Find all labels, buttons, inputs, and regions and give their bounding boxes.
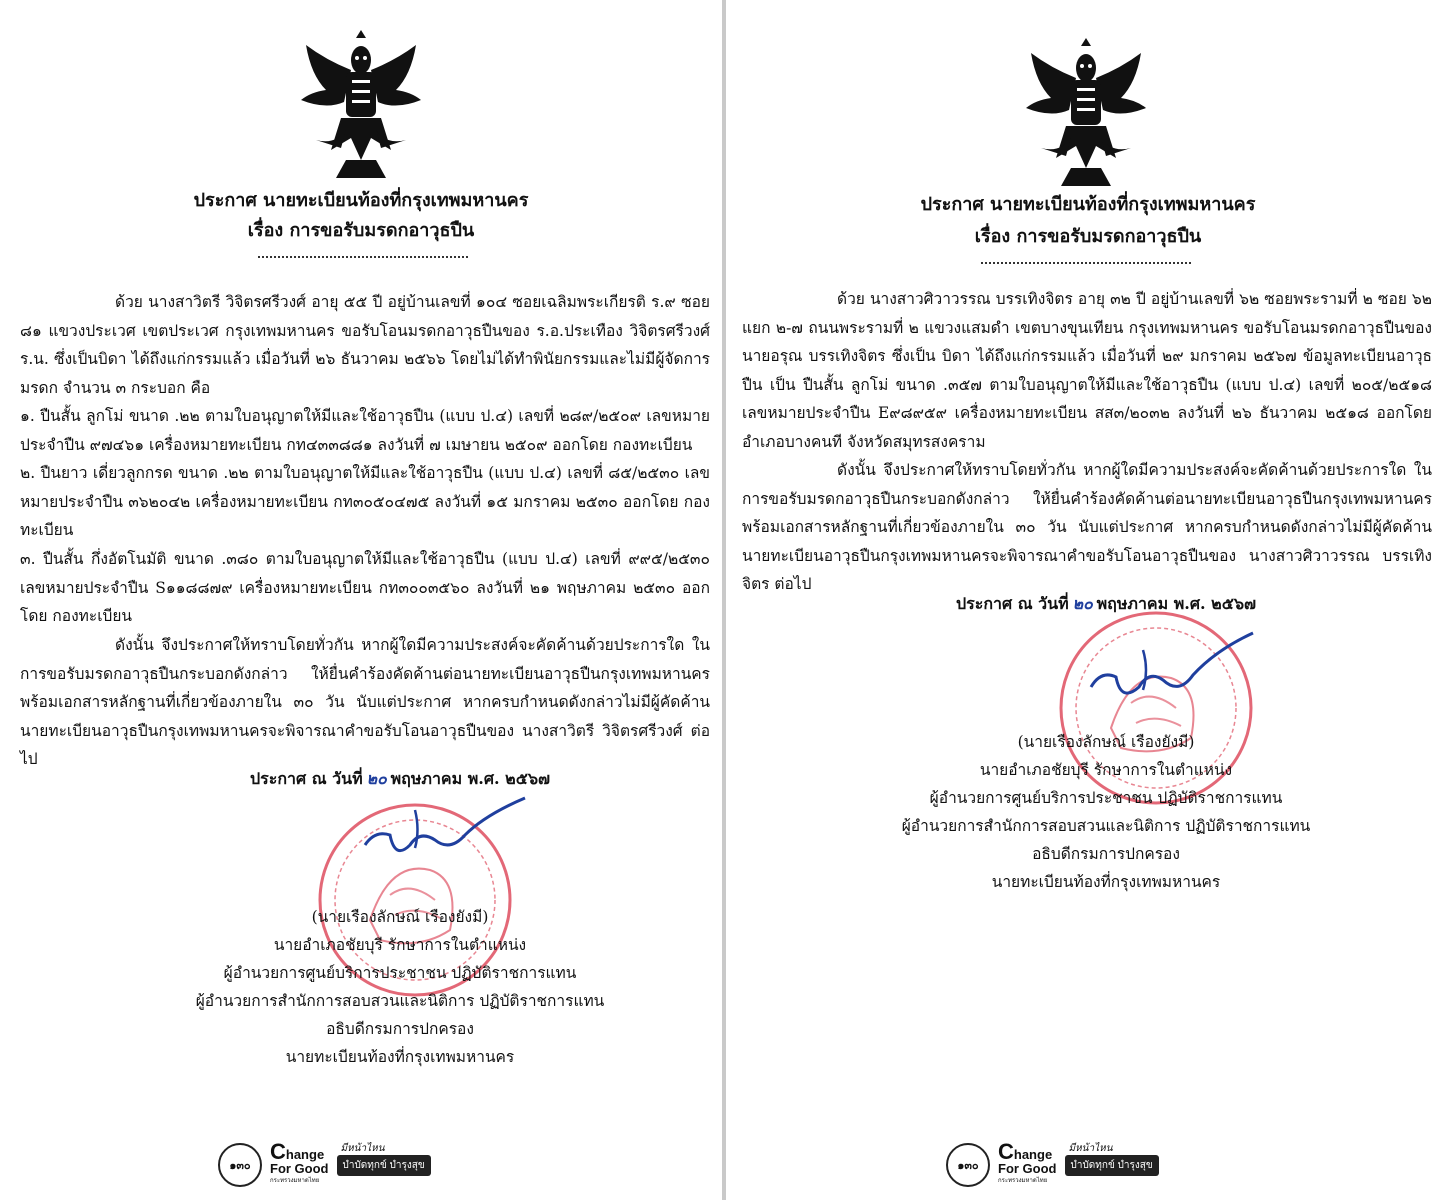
signer-title-4: อธิบดีกรมการปกครอง [1032,845,1180,863]
date-suffix: พฤษภาคม พ.ศ. ๒๕๖๗ [390,769,550,788]
title-divider [981,262,1191,264]
c-letter-icon: C [998,1139,1014,1164]
date-suffix: พฤษภาคม พ.ศ. ๒๕๖๗ [1096,594,1256,613]
intro-paragraph [20,288,710,402]
handwritten-day: ๒๐ [1072,594,1093,613]
title-divider [258,256,468,258]
announcement-title: ประกาศ นายทะเบียนท้องที่กรุงเทพมหานคร [193,190,529,211]
objection-notice-text: ดังนั้น จึงประกาศให้ทราบโดยทั่วกัน หากผู้ใดมีความประสงค์จะคัดค้านด้วยประการใด ในการขอรับมรดกอาวุธปืนกระบอกดังกล่าว ให้ยื่นคำร้องคัดค้านต่อนายทะเบียนอาวุธปืนกรุงเทพมหานคร พร้อมเอกสารหลักฐานที่เกี่ยวข้องภายใน ๓๐ วัน นับแต่ประกาศ หากครบกำหนดดังกล่าวไม่มีผู้คัดค้าน นายทะเบียนอาวุธปืนกรุงเทพมหานครจะพิจารณาคำขอรับโอนอาวุธปืนของ นางสาวศิวาวรรณ บรรเทิงจิตร ต่อไป [742,461,1432,593]
motto-top: มีหน้าไหน [1068,1142,1113,1154]
logo-sub: กระทรวงมหาดไทย [998,1178,1048,1184]
firearm-item-1 [20,402,710,459]
motto-logo [1065,1142,1159,1176]
firearm-item-3 [20,545,710,631]
footer-logos [946,1140,1159,1190]
motto-logo [337,1142,431,1176]
signer-title-2: ผู้อำนวยการศูนย์บริการประชาชน ปฏิบัติราชการแทน [929,789,1283,807]
objection-notice-text: ดังนั้น จึงประกาศให้ทราบโดยทั่วกัน หากผู้ใดมีความประสงค์จะคัดค้านด้วยประการใด ในการขอรับมรดกอาวุธปืนกระบอกดังกล่าว ให้ยื่นคำร้องคัดค้านต่อนายทะเบียนอาวุธปืนกรุงเทพมหานคร พร้อมเอกสารหลักฐานที่เกี่ยวข้องภายใน ๓๐ วัน นับแต่ประกาศ หากครบกำหนดดังกล่าวไม่มีผู้คัดค้าน นายทะเบียนอาวุธปืนกรุงเทพมหานครจะพิจารณาคำขอรับโอนอาวุธปืนของ นางสาวิตรี วิจิตรศรีวงศ์ ต่อไป [20,636,710,768]
anniversary-logo-text: ๑๓๐ [957,1159,979,1172]
firearm-item-2-text: ๒. ปืนยาว เดี่ยวลูกกรด ขนาด .๒๒ ตามใบอนุญาตให้มีและใช้อาวุธปืน (แบบ ป.๔) เลขที่ ๘๕/๒๕๓๐ เลขหมายประจำปืน ๓๖๒๐๔๒ เครื่องหมายทะเบียน กท๓๐๕๐๔๗๕ ลงวันที่ ๑๕ มกราคม ๒๕๓๐ ออกโดย กองทะเบียน [20,464,710,539]
announcement-title: ประกาศ นายทะเบียนท้องที่กรุงเทพมหานคร [920,194,1256,215]
logo-line2: For Good [998,1161,1057,1176]
handwritten-signature [1081,625,1261,715]
firearm-item-3-text: ๓. ปืนสั้น กึ่งอัตโนมัติ ขนาด .๓๘๐ ตามใบอนุญาตให้มีและใช้อาวุธปืน (แบบ ป.๔) เลขที่ ๙๙๕/๒๕๓๐ เลขหมายประจำปืน S๑๑๘๘๗๙ เครื่องหมายทะเบียน กท๓๐๐๓๕๖๐ ลงวันที่ ๒๑ พฤษภาคม ๒๕๓๐ ออกโดย กองทะเบียน [20,550,710,625]
announcement-subject: เรื่อง การขอรับมรดกอาวุธปืน [247,220,475,241]
objection-notice [742,456,1432,599]
signer-title-4: อธิบดีกรมการปกครอง [326,1020,474,1038]
intro-text: ด้วย นางสาวศิวาวรรณ บรรเทิงจิตร อายุ ๓๒ ปี อยู่บ้านเลขที่ ๖๒ ซอยพระรามที่ ๒ ซอย ๖๒ แยก ๒-๗ ถนนพระรามที่ ๒ แขวงแสมดำ เขตบางขุนเทียน กรุงเทพมหานคร ขอรับโอนมรดกอาวุธปืนของ นายอรุณ บรรเทิงจิตร ซึ่งเป็น บิดา ได้ถึงแก่กรรมแล้ว เมื่อวันที่ ๒๙ มกราคม ๒๕๖๗ ข้อมูลทะเบียนอาวุธปืน เป็น ปืนสั้น ลูกโม่ ขนาด .๓๕๗ ตามใบอนุญาตให้มีและใช้อาวุธปืน (แบบ ป.๔) เลขที่ ๒๐๕/๒๕๑๘ เลขหมายประจำปืน E๙๘๙๕๙ เครื่องหมายทะเบียน สส๓/๒๐๓๒ ลงวันที่ ๒๖ ธันวาคม ๒๕๑๘ ออกโดย อำเภอบางคนที จังหวัดสมุทรสงคราม [742,290,1432,451]
anniversary-logo-icon [218,1143,262,1187]
logo-sub: กระทรวงมหาดไทย [270,1178,320,1184]
firearm-item-2 [20,459,710,545]
objection-notice [20,631,710,774]
right-announcement-page [726,0,1450,1200]
signer-name: (นายเรืองลักษณ์ เรืองยังมี) [311,908,489,926]
motto-top: มีหน้าไหน [340,1142,385,1154]
motto-text: บำบัดทุกข์ บำรุงสุข [1070,1159,1153,1171]
signer-title-3: ผู้อำนวยการสำนักการสอบสวนและนิติการ ปฏิบัติราชการแทน [195,992,605,1010]
footer-logos [218,1140,431,1190]
signer-title-5: นายทะเบียนท้องที่กรุงเทพมหานคร [991,873,1221,891]
signer-name: (นายเรืองลักษณ์ เรืองยังมี) [1017,733,1195,751]
change-for-good-logo [270,1139,329,1188]
garuda-emblem-icon [296,30,426,180]
motto-text: บำบัดทุกข์ บำรุงสุข [342,1159,425,1171]
c-letter-icon: C [270,1139,286,1164]
intro-paragraph [742,285,1432,456]
handwritten-day: ๒๐ [366,769,387,788]
signer-title-2: ผู้อำนวยการศูนย์บริการประชาชน ปฏิบัติราชการแทน [223,964,577,982]
change-for-good-logo [998,1139,1057,1188]
date-prefix: ประกาศ ณ วันที่ [955,594,1069,613]
signer-title-1: นายอำเภอชัยบุรี รักษาการในตำแหน่ง [979,761,1233,779]
announcement-subject: เรื่อง การขอรับมรดกอาวุธปืน [974,226,1202,247]
firearm-item-1-text: ๑. ปืนสั้น ลูกโม่ ขนาด .๒๒ ตามใบอนุญาตให้มีและใช้อาวุธปืน (แบบ ป.๔) เลขที่ ๒๘๙/๒๕๐๙ เลขหมายประจำปืน ๙๗๔๖๑ เครื่องหมายทะเบียน กท๔๓๓๘๘๑ ลงวันที่ ๗ เมษายน ๒๕๐๙ ออกโดย กองทะเบียน [20,407,710,454]
logo-line1: hange [1013,1147,1053,1162]
left-announcement-page [0,0,722,1200]
signer-title-5: นายทะเบียนท้องที่กรุงเทพมหานคร [285,1048,515,1066]
logo-line1: hange [285,1147,325,1162]
signer-title-1: นายอำเภอชัยบุรี รักษาการในตำแหน่ง [273,936,527,954]
anniversary-logo-icon [946,1143,990,1187]
logo-line2: For Good [270,1161,329,1176]
date-prefix: ประกาศ ณ วันที่ [249,769,363,788]
handwritten-signature [355,790,535,870]
anniversary-logo-text: ๑๓๐ [229,1159,251,1172]
signer-title-3: ผู้อำนวยการสำนักการสอบสวนและนิติการ ปฏิบัติราชการแทน [901,817,1311,835]
intro-text: ด้วย นางสาวิตรี วิจิตรศรีวงศ์ อายุ ๕๕ ปี อยู่บ้านเลขที่ ๑๐๔ ซอยเฉลิมพระเกียรติ ร.๙ ซอย ๘๑ แขวงประเวศ เขตประเวศ กรุงเทพมหานคร ขอรับโอนมรดกอาวุธปืนของ ร.อ.ประเทือง วิจิตรศรีวงศ์ ร.น. ซึ่งเป็นบิดา ได้ถึงแก่กรรมแล้ว เมื่อวันที่ ๒๖ ธันวาคม ๒๕๖๖ โดยไม่ได้ทำพินัยกรรมและไม่มีผู้จัดการมรดก จำนวน ๓ กระบอก คือ [20,293,710,397]
garuda-emblem-icon [1021,38,1151,188]
